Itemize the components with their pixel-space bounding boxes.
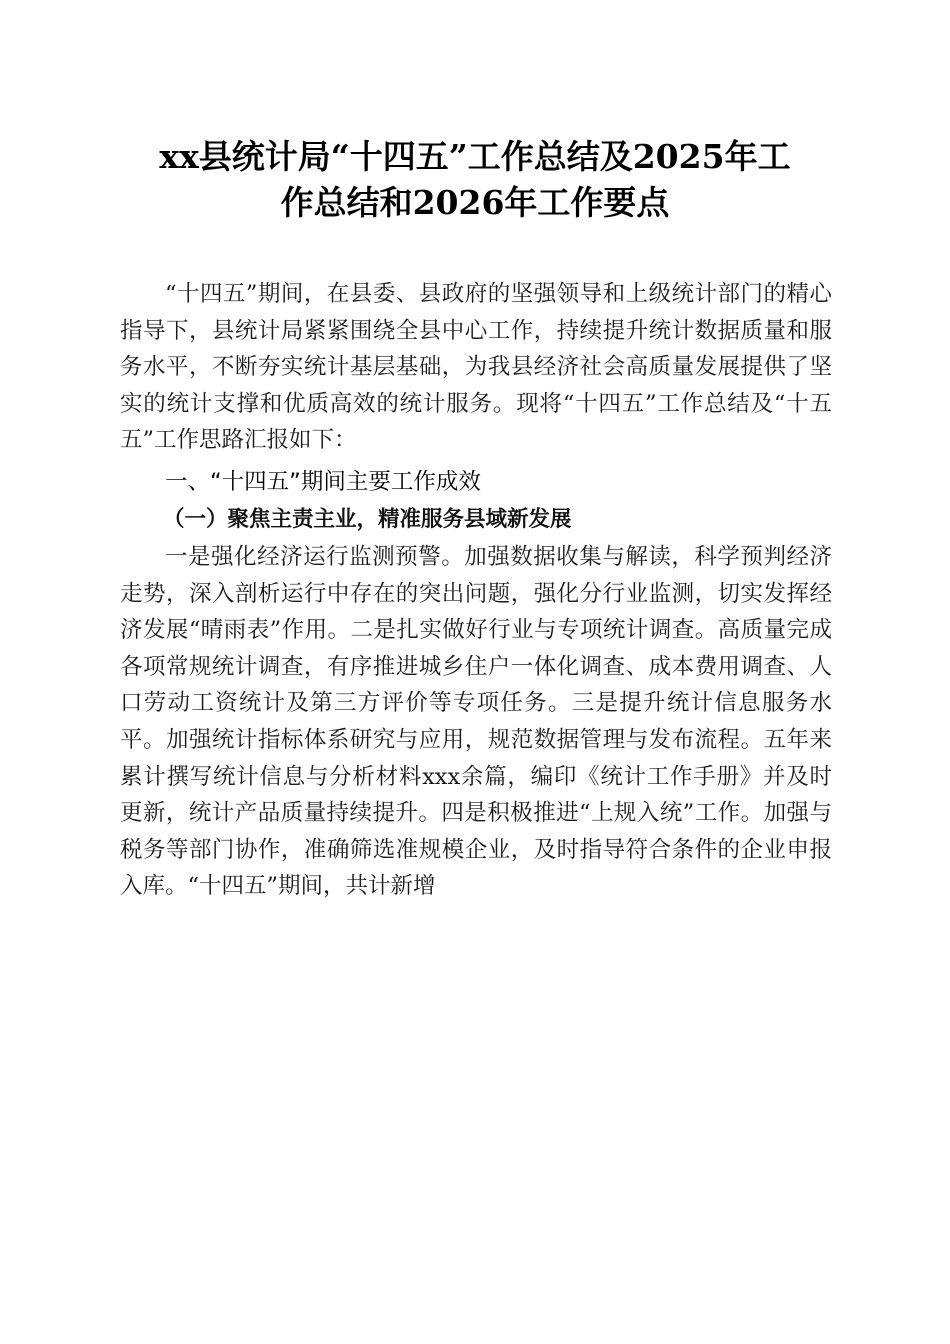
document-title [110, 134, 840, 226]
intro-paragraph: “十四五”期间，在县委、县政府的坚强领导和上级统计部门的精心指导下，县统计局紧紧围绕全县中心工作，持续提升统计数据质量和服务水平，不断夯实统计基层基础，为我县经济社会高质量发展提供了坚实的统计支撑和优质高效的统计服务。现将“十四五”工作总结及“十五五”工作思路汇报如下： [120, 281, 832, 454]
body-paragraph: 一是强化经济运行监测预警。加强数据收集与解读，科学预判经济走势，深入剖析运行中存在的突出问题，强化分行业监测，切实发挥经济发展“晴雨表”作用。二是扎实做好行业与专项统计调查。高质量完成各项常规统计调查，有序推进城乡住户一体化调查、成本费用调查、人口劳动工资统计及第三方评价等专项任务。三是提升统计信息服务水平。加强统计指标体系研究与应用，规范数据管理与发布流程。五年来累计撰写统计信息与分析材料xxx余篇，编印《统计工作手册》并及时更新，统计产品质量持续提升。四是积极推进“上规入统”工作。加强与税务等部门协作，准确筛选准规模企业，及时指导符合条件的企业申报入库。“十四五”期间，共计新增 [120, 543, 832, 900]
subsection-heading: （一）聚焦主责主业，精准服务县域新发展 [163, 506, 572, 532]
section-heading: 一、“十四五”期间主要工作成效 [165, 468, 481, 495]
title-line-2: 作总结和2026年工作要点 [280, 183, 670, 222]
title-line-1: xx县统计局“十四五”工作总结及2025年工 [159, 137, 791, 176]
document-body [120, 276, 832, 905]
